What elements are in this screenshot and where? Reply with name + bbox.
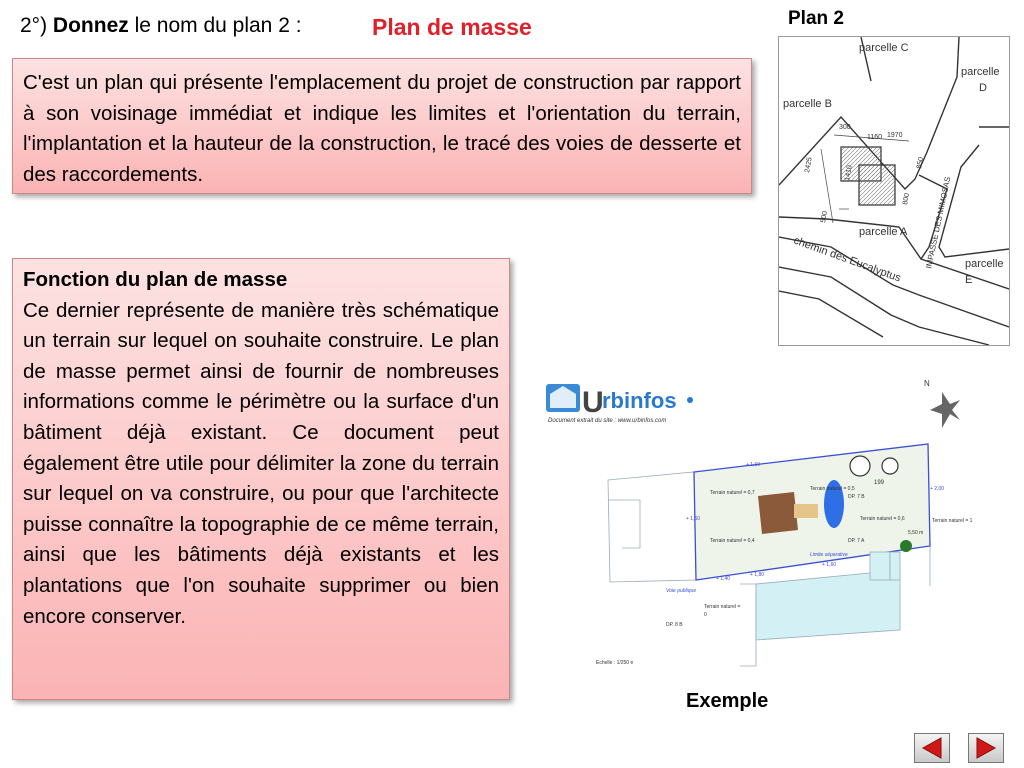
arrow-right-icon [969, 734, 1003, 762]
plan2-dim: 1970 [887, 132, 903, 139]
ex-dim-left: + 1,60 [686, 516, 701, 522]
plan2-dim: 300 [839, 124, 851, 131]
plan2-parcelle-d1: parcelle [961, 66, 1000, 78]
plan2-parcelle-a: parcelle A [859, 226, 908, 238]
function-title: Fonction du plan de masse [23, 268, 288, 291]
logo-u: U [582, 386, 604, 419]
previous-button[interactable] [914, 733, 950, 763]
example-drawing [540, 370, 980, 670]
ex-dp7a: DP. 7 A [848, 538, 865, 544]
plan-label: Plan 2 [788, 8, 844, 29]
plan2-dim: 800 [902, 192, 911, 206]
function-box [12, 258, 510, 700]
ex-echelle: Echelle : 1/250 e [596, 660, 634, 666]
ex-number: 199 [874, 480, 885, 486]
plan2-dim: 850 [916, 156, 925, 170]
plan2-dim: 1410 [844, 164, 854, 182]
ex-terrain-1: Terrain naturel = 0,7 [710, 490, 755, 496]
plan2-dim: 2425 [804, 156, 814, 174]
ex-dim-mid: + 1,60 [822, 562, 837, 568]
example-label: Exemple [686, 690, 769, 712]
ex-dp8b: DP. 8 B [666, 622, 683, 628]
plan2-impasse: IMPASSE DES MIMOSAS [924, 175, 953, 270]
urbinfos-logo [546, 384, 693, 424]
definition-box [12, 58, 752, 194]
plan2-road: chemin des Eucalyptus [791, 234, 903, 285]
north-arrow-icon [924, 379, 960, 428]
ex-dim-top: + 1,60 [746, 462, 761, 468]
plan2-parcelle-e2: E [965, 274, 973, 286]
plan2-parcelle-e1: parcelle [965, 258, 1004, 270]
plan2-drawing [779, 37, 1009, 345]
question-line [20, 14, 302, 38]
example-image [540, 370, 980, 670]
north-label: N [924, 379, 930, 388]
ex-dim-bottom: + 1,40 [716, 576, 731, 582]
ex-dp7b: DP. 7 B [848, 494, 865, 500]
logo-tagline: Document extrait du site : www.urbinfos.com [548, 418, 667, 424]
next-button[interactable] [968, 733, 1004, 763]
ex-terrain-5: Terrain naturel = 1 [932, 518, 973, 524]
plan2-dim: 500 [820, 210, 829, 224]
answer-text: Plan de masse [372, 14, 532, 40]
ex-terrain-6b: 0 [704, 612, 707, 618]
logo-brand: rbinfos [602, 388, 677, 413]
question-verb: Donnez [52, 14, 129, 37]
ex-terrain-6: Terrain naturel = [704, 604, 741, 610]
question-number: 2°) [20, 14, 48, 37]
plan2-image [778, 36, 1010, 346]
plan2-parcelle-d2: D [979, 82, 987, 94]
definition-text: C'est un plan qui présente l'emplacement du projet de construction par rapport à son voisinage immédiat et indique les limites et l'orientation du terrain, l'implantation et la hauteur de la construction, le tracé des voies de desserte et des raccordements. [23, 71, 741, 186]
ex-dim-bottom2: + 1,80 [750, 572, 765, 578]
ex-terrain-2: Terrain naturel = 0,5 [810, 486, 855, 492]
ex-dim-right: + 2,00 [930, 486, 945, 492]
plan2-dim: 1160 [867, 134, 883, 141]
ex-terrain-4: Terrain naturel = 0,4 [710, 538, 755, 544]
function-body: Ce dernier représente de manière très schématique un terrain sur lequel on souhaite construire. Le plan de masse permet ainsi de fournir de nombreuses informations comme le périmètre ou la surface d'un bâtiment déjà existant. Ce document peut également être utile pour délimiter la zone du terrain sur lequel on va construire, ou pour que l'architecte puisse connaître la topographie de ce même terrain, ainsi que les bâtiments déjà existants et les plantations que l'on souhaite supprimer ou bien encore conserver. [23, 298, 499, 628]
plan2-parcelle-c: parcelle C [859, 42, 909, 54]
ex-voie: Voie publique [666, 588, 697, 594]
plan2-parcelle-b: parcelle B [783, 98, 832, 110]
ex-limite: Limite séparative [810, 552, 848, 558]
question-text: le nom du plan 2 : [134, 14, 302, 37]
ex-terrain-3: Terrain naturel = 0,6 [860, 516, 905, 522]
arrow-left-icon [915, 734, 949, 762]
ex-sizes: 5,50 m [908, 530, 924, 536]
